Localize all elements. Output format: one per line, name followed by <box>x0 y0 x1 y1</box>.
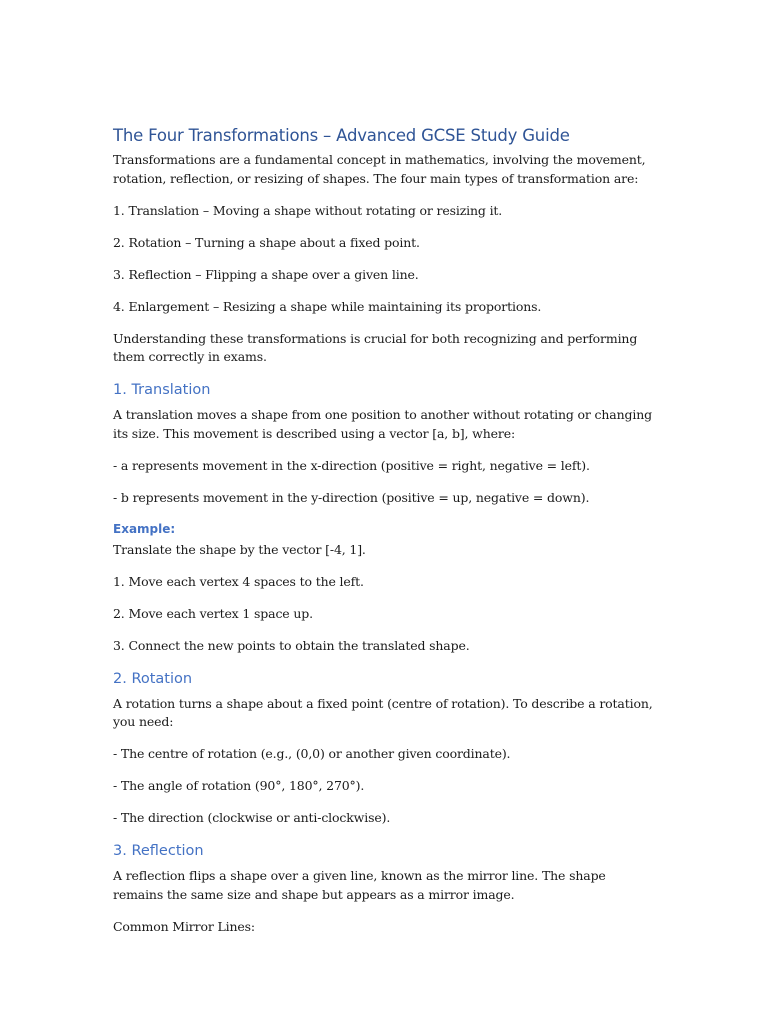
rotation-point: - The direction (clockwise or anti-clockwise). <box>113 810 391 825</box>
translation-description: A translation moves a shape from one position to another without rotating or changing its size. This movement is described using a vector [a, b], where: <box>113 407 652 441</box>
example-step: 2. Move each vertex 1 space up. <box>113 605 313 621</box>
rotation-heading: 2. Rotation <box>113 670 193 687</box>
example-task: Translate the shape by the vector [-4, 1]. <box>113 541 366 557</box>
rotation-point: - The angle of rotation (90°, 180°, 270°). <box>113 778 365 793</box>
document-title: The Four Transformations – Advanced GCSE Study Guide <box>113 126 570 145</box>
type-item: 1. Translation – Moving a shape without rotating or resizing it. <box>113 202 503 218</box>
mirror-lines-label: Common Mirror Lines: <box>113 918 255 934</box>
example-heading: Example: <box>113 521 176 536</box>
importance-paragraph: Understanding these transformations is crucial for both recognizing and performing them correctly in exams. <box>113 330 638 364</box>
intro-paragraph: Transformations are a fundamental concept in mathematics, involving the movement, rotation, reflection, or resizing of shapes. The four main types of transformation are: <box>113 152 646 186</box>
example-step: 1. Move each vertex 4 spaces to the left. <box>113 573 364 589</box>
translation-point: - b represents movement in the y-direction (positive = up, negative = down). <box>113 489 590 505</box>
type-item: 2. Rotation – Turning a shape about a fixed point. <box>113 234 420 250</box>
rotation-point: - The centre of rotation (e.g., (0,0) or another given coordinate). <box>113 746 511 761</box>
reflection-description: A reflection flips a shape over a given line, known as the mirror line. The shape remains the same size and shape but appears as a mirror image. <box>113 868 606 902</box>
translation-point: - a represents movement in the x-direction (positive = right, negative = left). <box>113 457 590 473</box>
reflection-heading: 3. Reflection <box>113 843 204 859</box>
translation-heading: 1. Translation <box>113 382 211 398</box>
rotation-description: A rotation turns a shape about a fixed point (centre of rotation). To describe a rotation, you need: <box>113 695 653 729</box>
example-step: 3. Connect the new points to obtain the translated shape. <box>113 637 470 653</box>
type-item: 3. Reflection – Flipping a shape over a given line. <box>113 266 419 282</box>
type-item: 4. Enlargement – Resizing a shape while maintaining its proportions. <box>113 298 542 314</box>
